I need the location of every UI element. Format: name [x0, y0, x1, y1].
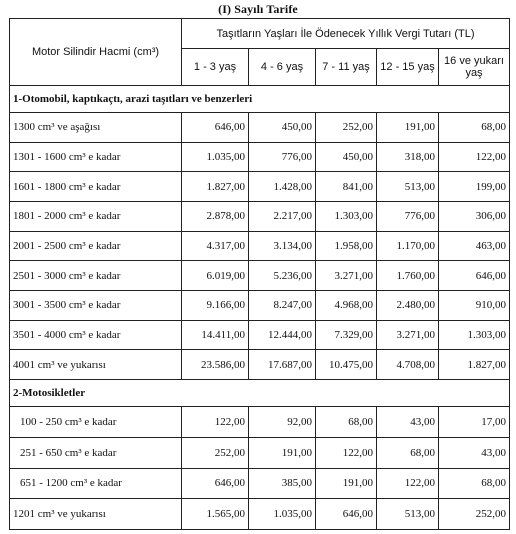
table-row [10, 499, 510, 530]
row-label: 100 - 250 cm³ e kadar [10, 407, 182, 438]
page-title: (I) Sayılı Tarife [218, 2, 298, 16]
tax-value: 513,00 [377, 499, 439, 530]
row-label: 3001 - 3500 cm³ e kadar [10, 290, 182, 320]
row-label: 2001 - 2500 cm³ e kadar [10, 231, 182, 261]
tax-value: 1.035,00 [249, 499, 316, 530]
tax-value: 463,00 [439, 231, 510, 261]
table-row [10, 468, 510, 499]
tax-value: 1.035,00 [182, 142, 249, 172]
tariff-table [9, 18, 510, 530]
tax-value: 513,00 [377, 172, 439, 202]
tax-value: 318,00 [377, 142, 439, 172]
table-row [10, 350, 510, 380]
tax-value: 1.303,00 [439, 320, 510, 350]
tax-value: 122,00 [439, 142, 510, 172]
tax-value: 841,00 [316, 172, 377, 202]
motor-volume-header: Motor Silindir Hacmi (cm³) [10, 19, 182, 86]
table-row [10, 261, 510, 291]
tax-value: 910,00 [439, 290, 510, 320]
tax-value: 1.170,00 [377, 231, 439, 261]
row-label: 1301 - 1600 cm³ e kadar [10, 142, 182, 172]
tax-value: 3.134,00 [249, 231, 316, 261]
tax-value: 2.217,00 [249, 201, 316, 231]
tax-value: 1.303,00 [316, 201, 377, 231]
table-row [10, 172, 510, 202]
age-column-header: 7 - 11 yaş [316, 49, 377, 85]
row-label: 2501 - 3000 cm³ e kadar [10, 261, 182, 291]
tax-value: 450,00 [249, 112, 316, 142]
tax-value: 122,00 [182, 407, 249, 438]
tax-value: 199,00 [439, 172, 510, 202]
tax-value: 646,00 [316, 499, 377, 530]
tax-value: 23.586,00 [182, 350, 249, 380]
tax-value: 68,00 [377, 437, 439, 468]
section-title: 2-Motosikletler [10, 379, 510, 406]
tax-value: 306,00 [439, 201, 510, 231]
tax-value: 68,00 [439, 112, 510, 142]
table-row [10, 437, 510, 468]
tax-value: 252,00 [439, 499, 510, 530]
tax-value: 14.411,00 [182, 320, 249, 350]
tax-value: 92,00 [249, 407, 316, 438]
tax-value: 2.480,00 [377, 290, 439, 320]
tax-value: 1.428,00 [249, 172, 316, 202]
tax-value: 4.708,00 [377, 350, 439, 380]
header-row-top [10, 19, 510, 49]
age-column-header: 16 ve yukarı yaş [439, 49, 510, 85]
tax-value: 1.565,00 [182, 499, 249, 530]
row-label: 251 - 650 cm³ e kadar [10, 437, 182, 468]
age-column-header: 12 - 15 yaş [377, 49, 439, 85]
tax-value: 646,00 [182, 112, 249, 142]
section-row-motorcycles [10, 379, 510, 406]
tax-value: 450,00 [316, 142, 377, 172]
age-column-header: 4 - 6 yaş [249, 49, 316, 85]
row-label: 4001 cm³ ve yukarısı [10, 350, 182, 380]
tax-value: 43,00 [377, 407, 439, 438]
tax-value: 191,00 [316, 468, 377, 499]
tax-value: 191,00 [249, 437, 316, 468]
tax-value: 3.271,00 [377, 320, 439, 350]
tax-value: 1.958,00 [316, 231, 377, 261]
age-group-header: Taşıtların Yaşları İle Ödenecek Yıllık Vergi Tutarı (TL) [182, 19, 510, 49]
table-row [10, 320, 510, 350]
tax-value: 4.317,00 [182, 231, 249, 261]
row-label: 1801 - 2000 cm³ e kadar [10, 201, 182, 231]
row-label: 1601 - 1800 cm³ e kadar [10, 172, 182, 202]
tax-value: 17,00 [439, 407, 510, 438]
tax-value: 68,00 [316, 407, 377, 438]
row-label: 1201 cm³ ve yukarısı [10, 499, 182, 530]
tax-value: 2.878,00 [182, 201, 249, 231]
tax-value: 122,00 [316, 437, 377, 468]
tax-value: 4.968,00 [316, 290, 377, 320]
tax-value: 646,00 [439, 261, 510, 291]
table-row [10, 142, 510, 172]
tax-value: 6.019,00 [182, 261, 249, 291]
tax-value: 776,00 [249, 142, 316, 172]
tax-value: 1.760,00 [377, 261, 439, 291]
tax-value: 7.329,00 [316, 320, 377, 350]
tax-value: 12.444,00 [249, 320, 316, 350]
table-row [10, 407, 510, 438]
tax-value: 191,00 [377, 112, 439, 142]
section-title: 1-Otomobil, kaptıkaçtı, arazi taşıtları ve benzerleri [10, 85, 510, 112]
tax-value: 68,00 [439, 468, 510, 499]
tax-value: 5.236,00 [249, 261, 316, 291]
section-row-cars [10, 85, 510, 112]
tax-value: 252,00 [316, 112, 377, 142]
tax-value: 8.247,00 [249, 290, 316, 320]
tax-value: 385,00 [249, 468, 316, 499]
tax-value: 122,00 [377, 468, 439, 499]
tax-value: 10.475,00 [316, 350, 377, 380]
table-row [10, 112, 510, 142]
table-row [10, 201, 510, 231]
tax-value: 9.166,00 [182, 290, 249, 320]
tax-value: 17.687,00 [249, 350, 316, 380]
row-label: 3501 - 4000 cm³ e kadar [10, 320, 182, 350]
tax-value: 252,00 [182, 437, 249, 468]
tax-value: 776,00 [377, 201, 439, 231]
tax-value: 3.271,00 [316, 261, 377, 291]
row-label: 651 - 1200 cm³ e kadar [10, 468, 182, 499]
age-column-header: 1 - 3 yaş [182, 49, 249, 85]
tax-value: 43,00 [439, 437, 510, 468]
table-row [10, 231, 510, 261]
table-row [10, 290, 510, 320]
tax-value: 646,00 [182, 468, 249, 499]
tax-value: 1.827,00 [439, 350, 510, 380]
tax-value: 1.827,00 [182, 172, 249, 202]
row-label: 1300 cm³ ve aşağısı [10, 112, 182, 142]
